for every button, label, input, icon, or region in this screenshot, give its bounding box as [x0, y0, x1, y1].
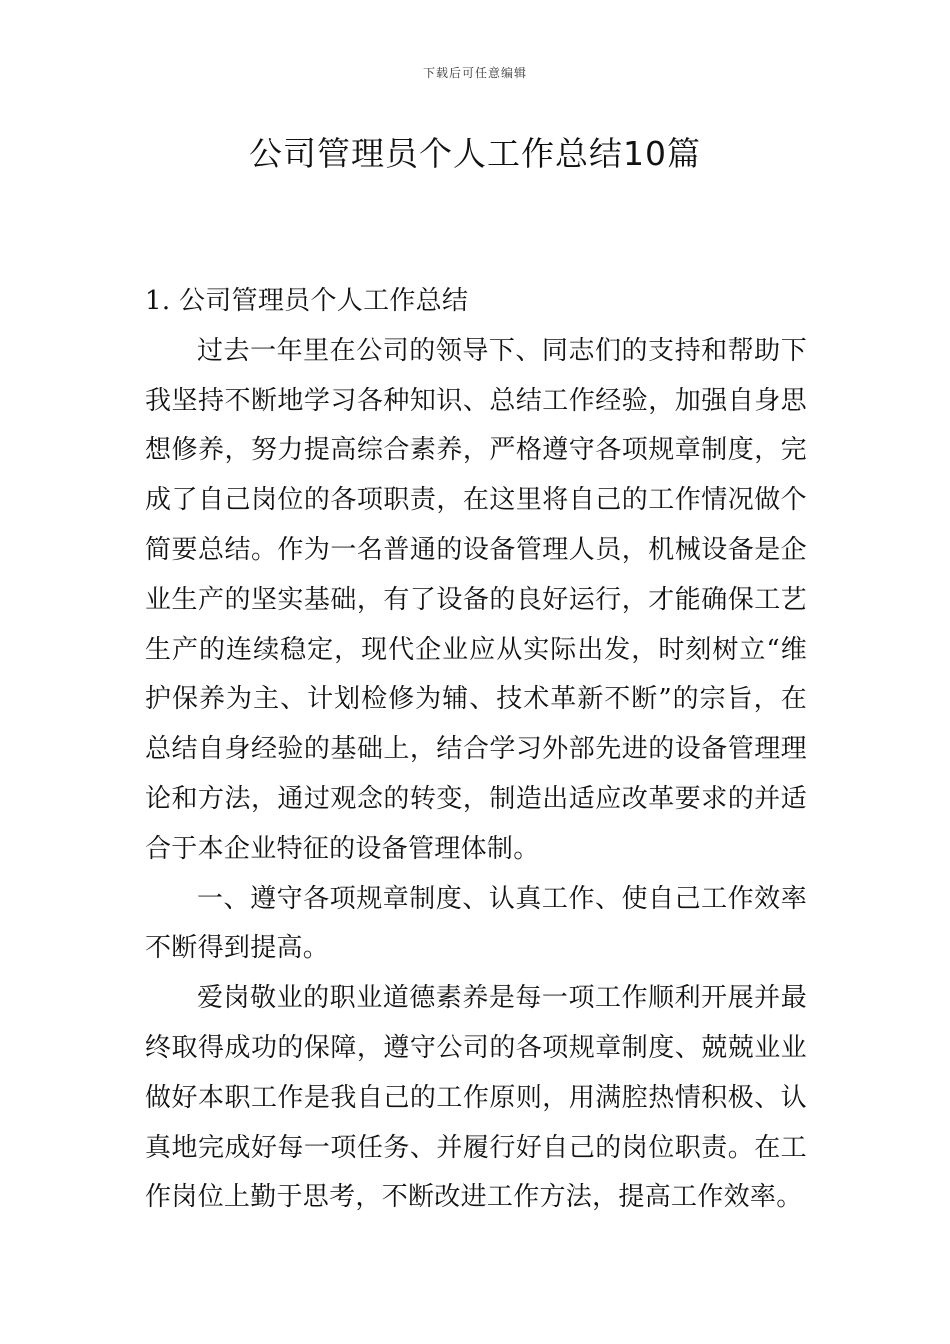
paragraph-subheading-one: 一、遵守各项规章制度、认真工作、使自己工作效率不断得到提高。 — [145, 883, 807, 964]
document-title: 公司管理员个人工作总结10篇 — [249, 134, 701, 173]
paragraph-work-ethic: 爱岗敬业的职业道德素养是每一项工作顺利开展并最终取得成功的保障，遵守公司的各项规章制度、兢兢业业做好本职工作是我自己的工作原则，用满腔热情积极、认真地完成好每一项任务、并履行好自己的岗位职责。在工作岗位上勤于思考，不断改进工作方法，提高工作效率。 — [145, 983, 807, 1213]
section-heading: 1. 公司管理员个人工作总结 — [145, 286, 469, 316]
header-note: 下载后可任意编辑 — [422, 66, 527, 80]
paragraph-intro: 过去一年里在公司的领导下、同志们的支持和帮助下我坚持不断地学习各种知识、总结工作经验，加强自身思想修养，努力提高综合素养，严格遵守各项规章制度，完成了自己岗位的各项职责，在这里将自己的工作情况做个简要总结。作为一名普通的设备管理人员，机械设备是企业生产的坚实基础，有了设备的良好运行，才能确保工艺生产的连续稳定，现代企业应从实际出发，时刻树立“维护保养为主、计划检修为辅、技术革新不断”的宗旨，在总结自身经验的基础上，结合学习外部先进的设备管理理论和方法，通过观念的转变，制造出适应改革要求的并适合于本企业特征的设备管理体制。 — [145, 335, 807, 864]
document-body — [145, 277, 807, 1223]
